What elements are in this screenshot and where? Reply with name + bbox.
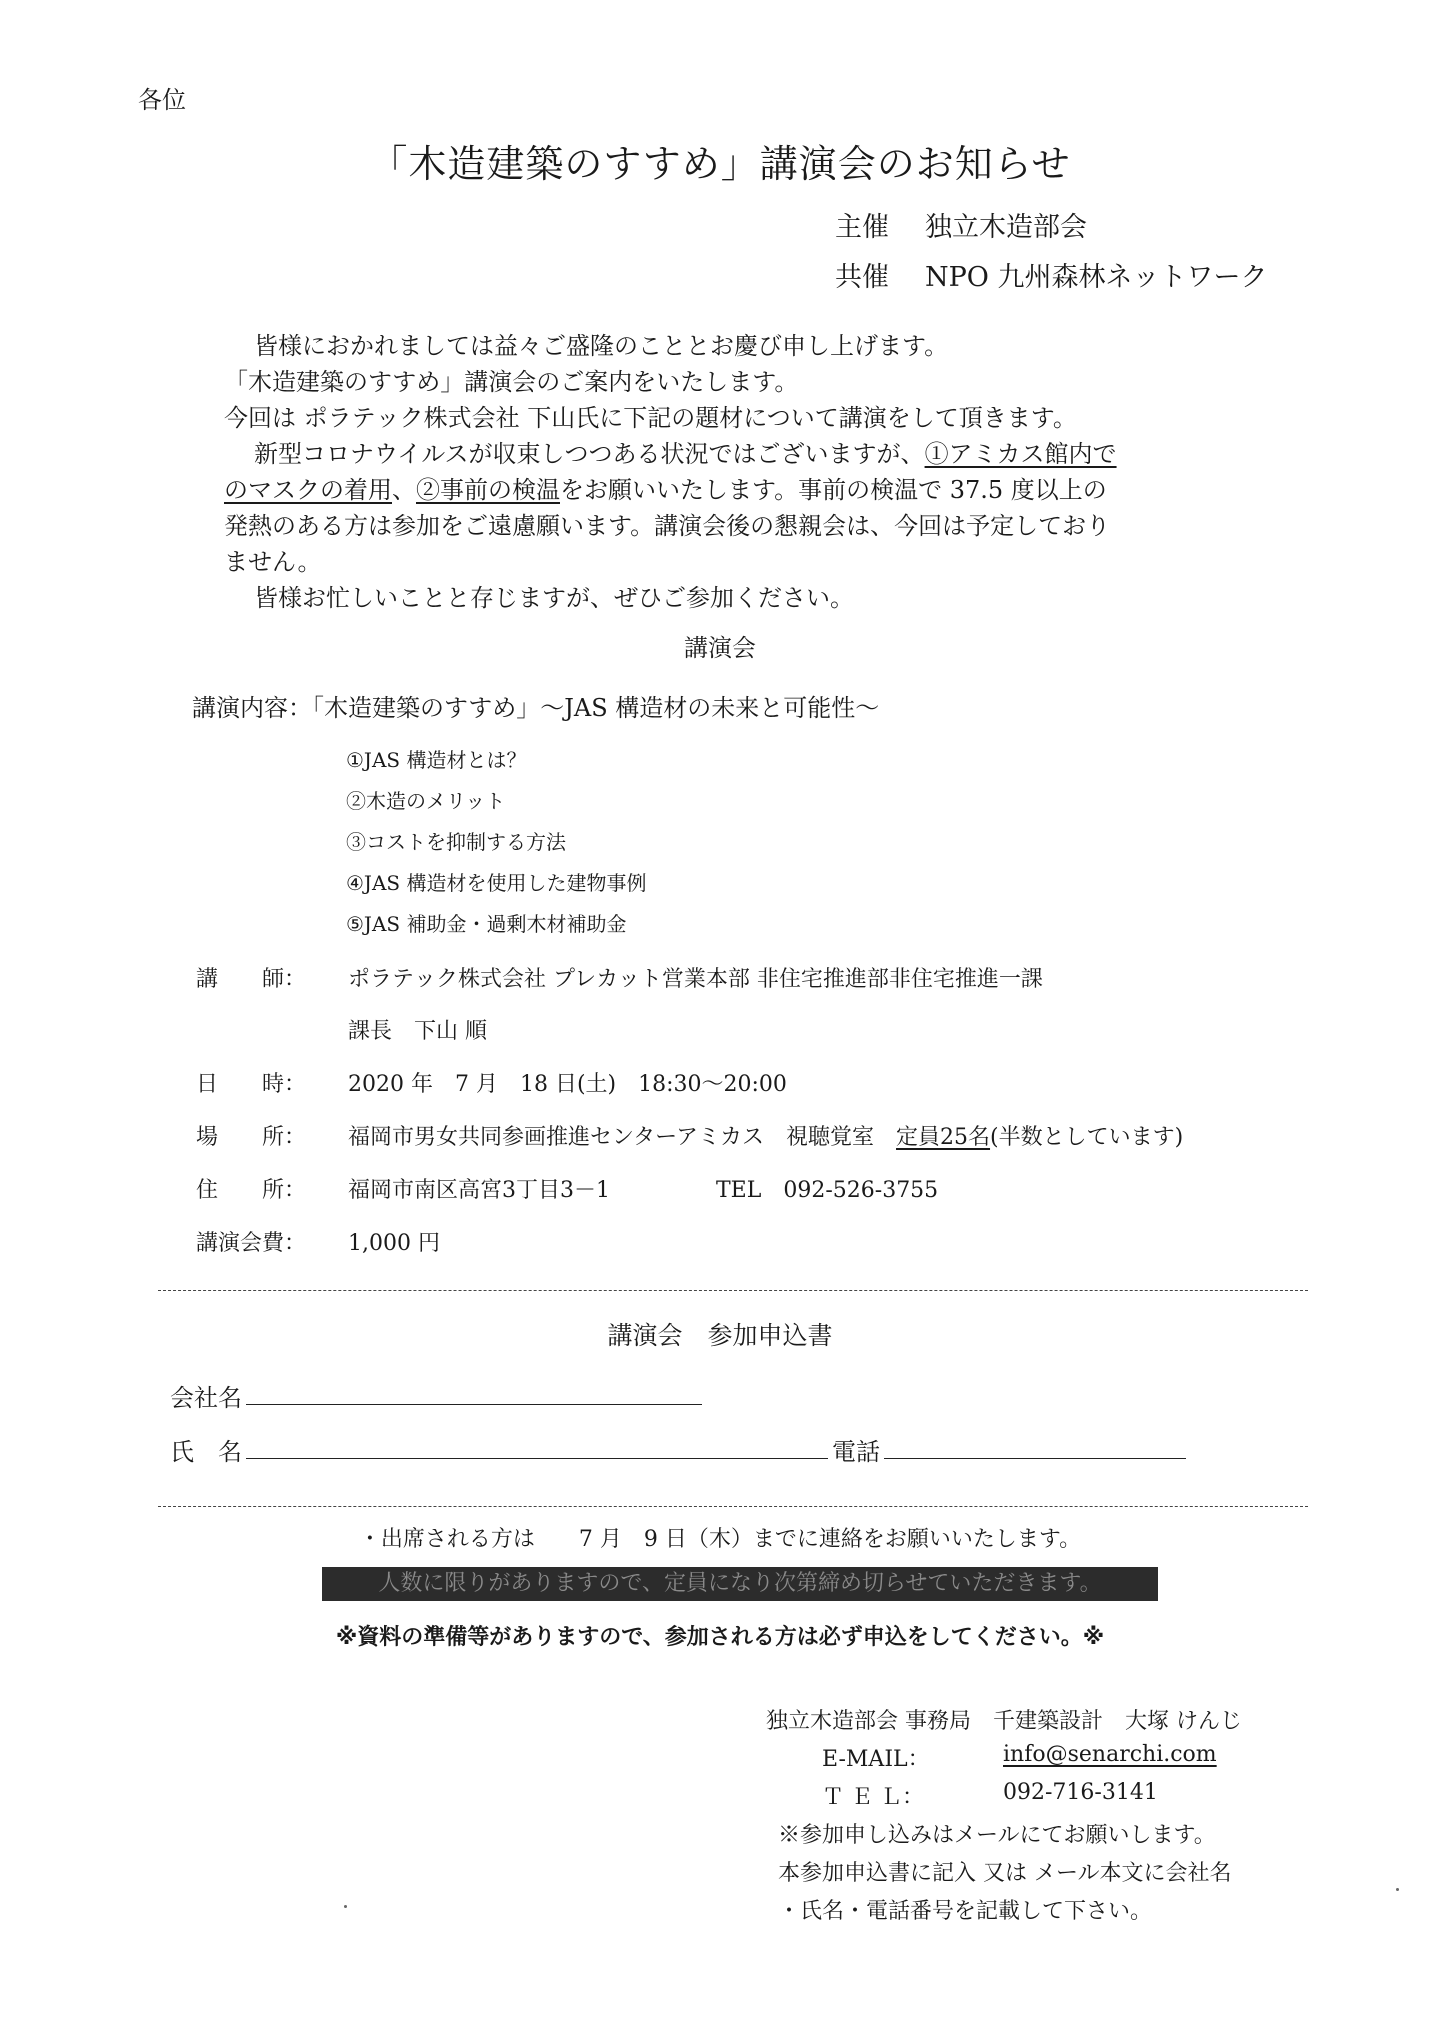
salutation: 各位: [138, 86, 186, 114]
scan-speck: [1396, 1888, 1399, 1891]
intro-text-span: 新型コロナウイルスが収束しつつある状況ではございますが、: [254, 440, 925, 468]
phone-label: 電話: [832, 1438, 880, 1466]
underlined-mask-note: のマスクの着用: [224, 476, 392, 504]
intro-paragraph: 今回は ポラテック株式会社 下山氏に下記の題材について講演をして頂きます。: [224, 404, 1077, 432]
organizer-label: 主催: [835, 212, 889, 243]
lecture-content-title: 「木造建築のすすめ」〜JAS 構造材の未来と可能性〜: [312, 694, 880, 722]
topic-item: ②木造のメリット: [346, 789, 506, 813]
dashed-divider: [158, 1290, 1308, 1291]
capacity-note: (半数としています): [990, 1125, 1184, 1150]
speaker-name: 課長 下山 順: [348, 1019, 487, 1044]
name-field[interactable]: [246, 1458, 828, 1459]
speaker-affiliation: ポラテック株式会社 プレカット営業本部 非住宅推進部非住宅推進一課: [348, 967, 1043, 992]
capacity-banner: 人数に限りがありますので、定員になり次第締め切らせていただきます。: [322, 1567, 1158, 1601]
lecture-content-label: 講演内容：: [192, 694, 312, 722]
cosponsor: [835, 255, 1268, 294]
fee-value: 1,000 円: [348, 1231, 440, 1256]
topic-item: ④JAS 構造材を使用した建物事例: [346, 871, 647, 895]
contact-note: ・氏名・電話番号を記載して下さい。: [778, 1899, 1153, 1924]
place-name: 福岡市男女共同参画推進センターアミカス 視聴覚室: [348, 1125, 897, 1150]
deadline-note: ・出席される方は 7 月 9 日（木）までに連絡をお願いいたします。: [358, 1527, 1082, 1552]
tel-value: 092-716-3141: [1003, 1780, 1158, 1805]
contact-note: 本参加申込書に記入 又は メール本文に会社名: [778, 1861, 1232, 1886]
underlined-temperature-note: ②事前の検温: [416, 476, 560, 504]
address-label: 住 所：: [196, 1178, 307, 1203]
tel-label: Ｔ Ｅ Ｌ：: [822, 1785, 924, 1810]
intro-paragraph: 皆様におかれましては益々ご盛隆のこととお慶び申し上げます。: [254, 332, 949, 360]
organizer-name: 独立木造部会: [925, 212, 1087, 243]
intro-paragraph: [224, 472, 1117, 508]
place-value: [348, 1120, 1183, 1151]
scan-speck: [344, 1905, 347, 1908]
intro-paragraph: ません。: [224, 548, 322, 576]
topic-item: ①JAS 構造材とは？: [346, 748, 527, 772]
topic-item: ③コストを抑制する方法: [346, 830, 566, 854]
lecture-heading: 講演会: [684, 634, 756, 662]
cosponsor-name: NPO 九州森林ネットワーク: [925, 262, 1268, 293]
intro-paragraph: 皆様お忙しいことと存じますが、ぜひご参加ください。: [254, 584, 854, 612]
company-field[interactable]: [246, 1404, 702, 1405]
organizer: [835, 205, 1087, 244]
address-value: 福岡市南区高宮3丁目3－1: [348, 1178, 610, 1203]
speaker-label: 講 師：: [196, 967, 307, 992]
intro-text: [224, 328, 1117, 616]
intro-text-span: 、: [392, 476, 416, 504]
topic-item: ⑤JAS 補助金・過剰木材補助金: [346, 912, 627, 936]
fee-label: 講演会費：: [196, 1231, 307, 1256]
intro-text-span: をお願いいたします。事前の検温で 37.5 度以上の: [560, 476, 1107, 504]
page-title: 「木造建築のすすめ」講演会のお知らせ: [369, 142, 1071, 186]
company-label: 会社名: [170, 1384, 242, 1412]
registration-notice: ※資料の準備等がありますので、参加される方は必ず申込をしてください。※: [335, 1625, 1105, 1650]
capacity: 定員25名: [896, 1125, 991, 1150]
cosponsor-label: 共催: [835, 262, 889, 293]
intro-paragraph: 「木造建築のすすめ」講演会のご案内をいたします。: [224, 368, 799, 396]
email-link[interactable]: info@senarchi.com: [1003, 1742, 1217, 1767]
form-heading: 講演会 参加申込書: [607, 1321, 833, 1350]
contact-office: 独立木造部会 事務局 千建築設計 大塚 けんじ: [766, 1709, 1242, 1734]
phone-field[interactable]: [884, 1458, 1186, 1459]
email-label: E-MAIL：: [822, 1747, 930, 1772]
name-label: 氏 名: [170, 1438, 242, 1466]
intro-paragraph: [224, 436, 1117, 472]
date-value: 2020 年 7 月 18 日(土) 18:30〜20:00: [348, 1072, 787, 1097]
intro-paragraph: 発熱のある方は参加をご遠慮願います。講演会後の懇親会は、今回は予定しており: [224, 512, 1111, 540]
place-label: 場 所：: [196, 1125, 307, 1150]
venue-tel: TEL 092-526-3755: [716, 1178, 939, 1203]
lecture-content: [192, 688, 879, 723]
contact-note: ※参加申し込みはメールにてお願いします。: [778, 1823, 1216, 1848]
date-label: 日 時：: [196, 1072, 307, 1097]
underlined-mask-note: ①アミカス館内で: [924, 440, 1117, 468]
dashed-divider: [158, 1506, 1308, 1507]
